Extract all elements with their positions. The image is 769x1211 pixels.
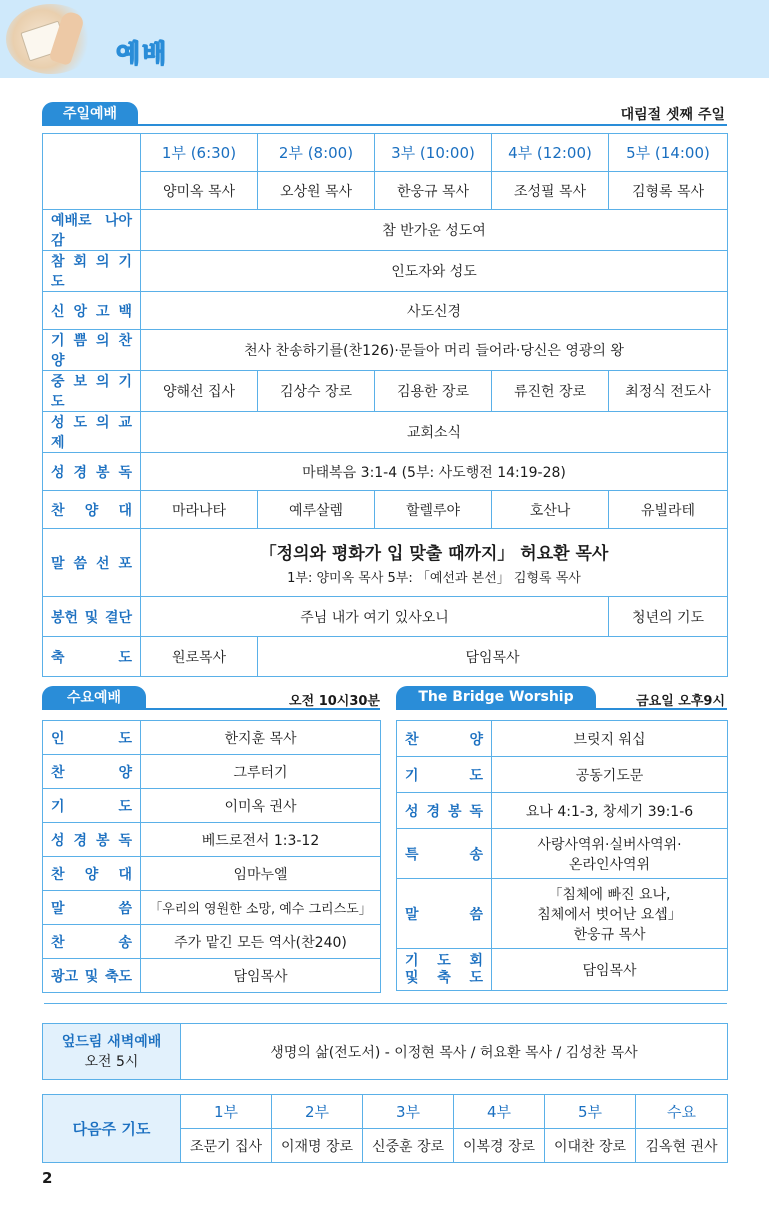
row-value: 담임목사: [492, 949, 728, 991]
benediction-value-2: 담임목사: [258, 637, 728, 677]
page-number: 2: [42, 1169, 53, 1187]
wednesday-note: 오전 10시30분: [289, 694, 380, 709]
choir-name: 예루살렘: [258, 491, 375, 529]
bridge-worship-table: [396, 720, 728, 991]
dawn-label: 엎드림 새벽예배: [61, 1033, 162, 1050]
row-value: 임마누엘: [141, 857, 381, 891]
sunday-service-tab: 주일예배: [42, 102, 138, 124]
row-label: 축 도: [43, 637, 141, 677]
row-value: 공동기도문: [492, 757, 728, 793]
choir-name: 할렐루야: [375, 491, 492, 529]
service-pastor: 오상원 목사: [258, 172, 375, 210]
section-divider: [44, 1003, 727, 1004]
row-label: 성 경 봉 독: [397, 793, 492, 829]
benediction-value-1: 원로목사: [141, 637, 258, 677]
prayer-column: 1부: [181, 1095, 272, 1129]
dawn-label-cell: [43, 1024, 181, 1080]
prayer-column: 5부: [545, 1095, 636, 1129]
row-value: 한지훈 목사: [141, 721, 381, 755]
dawn-service-table: [42, 1023, 728, 1080]
row-label: 특 송: [397, 829, 492, 879]
choir-name: 호산나: [492, 491, 609, 529]
bridge-worship-tab: The Bridge Worship: [396, 686, 596, 708]
prayer-column: 수요: [636, 1095, 728, 1129]
prayer-name: 조문기 집사: [181, 1129, 272, 1163]
corner-cell: [43, 134, 141, 210]
intercessor: 김상수 장로: [258, 371, 375, 412]
prayer-name: 이복경 장로: [454, 1129, 545, 1163]
row-label: 봉헌 및 결단: [43, 597, 141, 637]
row-label: 기 도: [43, 789, 141, 823]
row-label: 성 도 의 교 제: [43, 412, 141, 453]
intercessor: 양해선 집사: [141, 371, 258, 412]
service-time: 1부 (6:30): [141, 134, 258, 172]
service-time: 4부 (12:00): [492, 134, 609, 172]
row-label: 광고 및 축도: [43, 959, 141, 993]
sermon-cell: [141, 529, 728, 597]
row-label: 기 도: [397, 757, 492, 793]
prayer-name: 신중훈 장로: [363, 1129, 454, 1163]
row-label: 말 씀: [43, 891, 141, 925]
row-label: 찬 양 대: [43, 491, 141, 529]
offering-value-2: 청년의 기도: [609, 597, 728, 637]
row-label: 예배로 나아감: [43, 210, 141, 251]
value-line: 한웅규 목사: [573, 926, 646, 943]
row-label: 말 씀: [397, 879, 492, 949]
row-label: [397, 949, 492, 991]
service-pastor: 양미옥 목사: [141, 172, 258, 210]
offering-value: 주님 내가 여기 있사오니: [141, 597, 609, 637]
label-line: 및 축 도: [405, 969, 483, 986]
service-pastor: 한웅규 목사: [375, 172, 492, 210]
row-label: 참 회 의 기 도: [43, 251, 141, 292]
praying-hands-bible-image: [6, 4, 96, 74]
value-line: 침체에서 벗어난 요셉」: [537, 906, 682, 923]
row-value: 그루터기: [141, 755, 381, 789]
row-value: 요나 4:1-3, 창세기 39:1-6: [492, 793, 728, 829]
row-value: [492, 829, 728, 879]
value-line: 온라인사역위: [568, 856, 651, 873]
prayer-name: 김옥현 권사: [636, 1129, 728, 1163]
row-label: 기 쁨 의 찬 양: [43, 330, 141, 371]
row-value: 「우리의 영원한 소망, 예수 그리스도」: [141, 891, 381, 925]
fellowship-value: 교회소식: [141, 412, 728, 453]
row-label: 찬 송: [43, 925, 141, 959]
sunday-tab-line: [42, 124, 727, 126]
service-time: 2부 (8:00): [258, 134, 375, 172]
sunday-note: 대림절 셋째 주일: [620, 107, 725, 123]
row-value: 베드로전서 1:3-12: [141, 823, 381, 857]
sermon-title: 「정의와 평화가 입 맞출 때까지」 허요환 목사: [259, 544, 609, 564]
prayer-column: 3부: [363, 1095, 454, 1129]
scripture-value: 마태복음 3:1-4 (5부: 사도행전 14:19-28): [141, 453, 728, 491]
row-value: 주가 맡긴 모든 역사(찬240): [141, 925, 381, 959]
prayer-column: 2부: [272, 1095, 363, 1129]
sermon-sub: 1부: 양미옥 목사 5부: 「예선과 본선」 김형록 목사: [287, 571, 581, 586]
sunday-service-table: [42, 133, 728, 677]
wednesday-service-tab: 수요예배: [42, 686, 146, 708]
value-line: 「침체에 빠진 요나,: [548, 886, 671, 903]
row-value: 담임목사: [141, 959, 381, 993]
row-value: 브릿지 워십: [492, 721, 728, 757]
bridge-note: 금요일 오후9시: [636, 694, 725, 709]
page-title: 예배: [116, 39, 169, 68]
page-header: [0, 0, 769, 78]
row-label: 인 도: [43, 721, 141, 755]
intercessor: 최정식 전도사: [609, 371, 728, 412]
intercessor: 류진헌 장로: [492, 371, 609, 412]
row-label: 말 씀 선 포: [43, 529, 141, 597]
prayer-name: 이재명 장로: [272, 1129, 363, 1163]
row-label: 성 경 봉 독: [43, 453, 141, 491]
service-time: 5부 (14:00): [609, 134, 728, 172]
joy-value: 천사 찬송하기를(찬126)·문들아 머리 들어라·당신은 영광의 왕: [141, 330, 728, 371]
choir-name: 유빌라테: [609, 491, 728, 529]
service-pastor: 조성필 목사: [492, 172, 609, 210]
next-week-label: 다음주 기도: [43, 1095, 181, 1163]
prayer-name: 이대찬 장로: [545, 1129, 636, 1163]
label-line: 기 도 회: [405, 952, 483, 969]
intercessor: 김용한 장로: [375, 371, 492, 412]
service-pastor: 김형록 목사: [609, 172, 728, 210]
row-label: 신 앙 고 백: [43, 292, 141, 330]
approach-value: 참 반가운 성도여: [141, 210, 728, 251]
row-label: 찬 양: [43, 755, 141, 789]
row-value: [492, 879, 728, 949]
row-label: 중 보 의 기 도: [43, 371, 141, 412]
dawn-value: 생명의 삶(전도서) - 이정현 목사 / 허요환 목사 / 김성찬 목사: [181, 1024, 728, 1080]
repent-value: 인도자와 성도: [141, 251, 728, 292]
value-line: 사랑사역위·실버사역위·: [537, 836, 682, 853]
service-time: 3부 (10:00): [375, 134, 492, 172]
prayer-column: 4부: [454, 1095, 545, 1129]
row-label: 성 경 봉 독: [43, 823, 141, 857]
wednesday-service-table: [42, 720, 381, 993]
dawn-time: 오전 5시: [84, 1053, 139, 1070]
creed-value: 사도신경: [141, 292, 728, 330]
row-label: 찬 양 대: [43, 857, 141, 891]
row-label: 찬 양: [397, 721, 492, 757]
row-value: 이미옥 권사: [141, 789, 381, 823]
next-week-prayer-table: [42, 1094, 728, 1163]
choir-name: 마라나타: [141, 491, 258, 529]
